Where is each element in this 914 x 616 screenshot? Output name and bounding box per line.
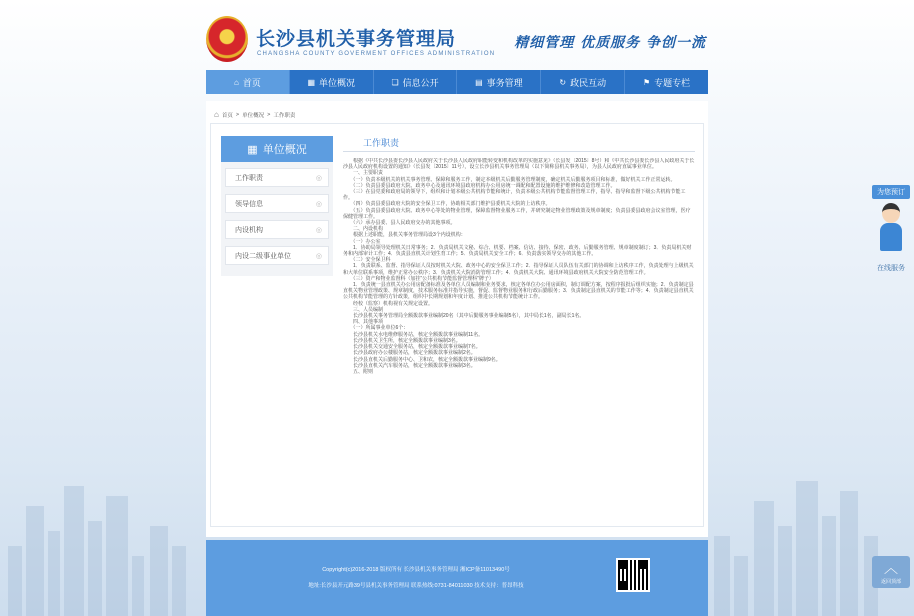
article-paragraph: 四、其他事项 (343, 319, 384, 326)
flag-icon: ⚑ (642, 77, 651, 87)
sidebar-menu (221, 162, 333, 276)
article-paragraph: （五）负责县委县政府大院、政务中心等处的物业管理，保障监督物业服务工作，并研究制定物业管理政策及规章制度；负责县委县政府会议室管理，医疗保健管理工作。 (343, 207, 691, 220)
sidebar-item-label: 内设二级事业单位 (235, 252, 291, 260)
article-paragraph: 长沙县直机关后勤服务中心、卫和农，核定全额拨款事业编制9名。 (343, 356, 501, 363)
breadcrumb-separator: > (267, 111, 271, 118)
article-paragraph: 长沙县直机关汽车服务站，核定全额拨款事业编制3名。 (343, 362, 476, 369)
breadcrumb-level1[interactable]: 单位概况 (242, 112, 265, 119)
article-paragraph: （一）负责本级机关的机关事务管理、保障和服务工作，制定本级机关后勤服务管理制度，确定机关后勤服务项目和标准，做好机关工作正常运转。 (343, 176, 676, 183)
chevron-right-icon: ◎ (315, 226, 322, 234)
home-icon: ⌂ (233, 77, 239, 87)
page-title: 工作职责 (343, 136, 695, 152)
sidebar-item-duties[interactable] (225, 168, 329, 187)
chevron-right-icon: ◎ (315, 252, 322, 260)
sidebar-item-label: 内设机构 (235, 226, 263, 234)
article-paragraph: （四）负责县委县政府大院的安全保卫工作，协助相关部门维护县委机关大院的上访秩序。 (343, 201, 551, 208)
nav-item-label: 首页 (242, 77, 261, 88)
article-paragraph: 1．协助局领导处理机关日常事务；2．负责局机关文秘、综合、机要、档案、信访、接待、保密、政务、后勤服务管理、规章制度制订；3．负责局机关财务和内部审计工作；4．负责县直机关计划生育工作；5．负责局机关安全工作；6．负责落实领导交办的其他工作。 (343, 244, 692, 258)
article-paragraph: 三、人员编制 (343, 306, 384, 313)
sidebar (221, 136, 333, 276)
article-paragraph: （一）所属事业单位6个： (343, 325, 409, 332)
article-paragraph: 一、主要职责 (343, 170, 384, 177)
qr-code (616, 558, 650, 592)
article-paragraph: 1．负责统一县直机关办公用房配备标准及各单位人员编制和业务要求，核定各单位办公用房面积，制订调配方案，按程序报批后组织实施；2．负责制定县直机关物业管理政策、规章制度，技术服务标准并指导实施，督促、监督物业服务和行政后勤服务；3．负责制定县直机关的节能工作等；4．负责制定县直机关公共机构节能管理的方针政策，组织中长期规划和年度计划、推进公共机构节能统计工作。 (343, 282, 694, 301)
sidebar-header (221, 136, 333, 162)
article-paragraph: （三）在县党委和政府局的领导下，组织和计划本级公共机构节能和统计，负责本级公共机构节能监督管理工作，指导、指导和监督下级公共机构节能工作。 (343, 189, 686, 202)
back-to-top-button[interactable] (872, 556, 910, 588)
nav-item-label: 单位概况 (319, 77, 356, 88)
online-service-widget[interactable] (868, 185, 914, 275)
refresh-icon: ↻ (559, 77, 567, 87)
back-to-top-label: 返回顶部 (880, 579, 901, 585)
article-paragraph: 根据《中共长沙县委长沙县人民政府关于长沙县人民政府职能转变和机构改革的实施意见》（长县发〔2015〕8号）和《中共长沙县委长沙县人民政府关于长沙县人民政府机构设置的通知》（长县发〔2015〕11号），设立长沙县机关事务管理局（以下简称县机关事务局），为县人民政府直属事业单位。 (343, 158, 695, 171)
nav-item-label: 信息公开 (402, 77, 439, 88)
slogan: 精细管理 优质服务 争创一流 (514, 35, 706, 51)
article-paragraph: （二）负责县委县政府大院、政务中心及通讯环境县政府机构办公用房统一调配和配置设施的维护维修和改造管理工作。 (343, 182, 616, 189)
article-paragraph: （一）办公室 (343, 238, 381, 245)
breadcrumb-current: 工作职责 (273, 112, 296, 119)
sidebar-title: 单位概况 (262, 144, 307, 156)
national-emblem-logo (206, 16, 248, 62)
main-nav (206, 70, 708, 94)
article-paragraph: 二、内设机构 (343, 226, 384, 233)
calendar-icon: ▦ (307, 77, 316, 87)
sidebar-item-sub-units[interactable] (225, 246, 329, 265)
sidebar-item-leaders[interactable] (225, 194, 329, 213)
article-paragraph: 长沙县机关事务管理局全额拨款事业编制20名（其中后勤服务事业编制5名），其中局长1名，副局长1名。 (343, 313, 585, 320)
article-paragraph: 长沙县机关交通安全服务站，核定全额拨款事业编制7名。 (343, 344, 481, 351)
chevron-right-icon: ◎ (315, 200, 322, 208)
sidebar-item-label: 领导信息 (235, 200, 263, 208)
background-city-left (0, 466, 210, 616)
site-subtitle: CHANGSHA COUNTY GOVERMENT OFFICES ADMINISTRATION (257, 51, 496, 57)
site-header (206, 14, 708, 70)
article-paragraph: 长沙县机关水电维修服务站，核定全额拨款事业编制11名。 (343, 331, 484, 338)
article-paragraph: （三）资产和物业监督科（加挂“公共机构节能监督管理科”牌子） (343, 275, 494, 282)
online-service-label[interactable]: 在线服务 (877, 265, 905, 272)
site-footer (206, 540, 708, 616)
chevron-right-icon: ◎ (315, 174, 322, 182)
main-content (343, 136, 695, 522)
article-paragraph: 1．负责联系、监督、指导保证人员按时机关大院、政务中心的安全保卫工作；2．指导保证人员队伍有关部门的协调和上访秩序工作，负责处理与上级机关和大单位联系事项，维护正常办公秩序；3．负责机关大院消防管理工作；4．负责机关大院、通讯环境县政府机关大院安全防范管理工作。 (343, 263, 694, 276)
nav-item-label: 政民互动 (570, 77, 607, 88)
article-body (343, 158, 695, 520)
chat-tag[interactable]: 为您预订 (872, 185, 910, 199)
article-paragraph: 五、附则 (343, 368, 374, 375)
grid-icon: ▤ (475, 77, 483, 87)
article-paragraph: 长沙县政府办公楼服务站，核定全额拨款事业编制2名。 (343, 350, 476, 357)
footer-address: 地址:长沙县开元路39号县机关事务管理局 联系热线:0731-84011030 技术支持：普昂科技 (308, 583, 524, 589)
article-paragraph: （二）安全保卫科 (343, 257, 391, 264)
breadcrumb-separator: > (235, 111, 240, 118)
customer-service-agent-icon (878, 203, 904, 257)
book-icon: ❏ (391, 77, 399, 87)
breadcrumb-home[interactable]: 首页 (221, 112, 233, 119)
breadcrumb (214, 110, 295, 119)
article-paragraph: 根据上述职能，县机关事务管理局设3个内设机构： (343, 232, 466, 239)
background-city-right (704, 466, 914, 616)
article-paragraph: （六）承办县委、县人民政府交办的其他事项。 (343, 220, 456, 227)
nav-item-special-topics[interactable] (625, 70, 708, 94)
chevron-up-icon: ︿ (884, 560, 898, 576)
footer-copyright: Copyright(c)2016-2018 版权所有 长沙县机关事务管理局 湘ICP备11013490号 (322, 567, 510, 573)
sidebar-item-departments[interactable] (225, 220, 329, 239)
nav-item-affairs[interactable] (457, 70, 541, 94)
content-frame (210, 123, 704, 527)
nav-item-home[interactable] (206, 70, 290, 94)
home-icon: ⌂ (214, 110, 219, 119)
nav-item-info-disclosure[interactable] (374, 70, 458, 94)
article-paragraph: 经校（监察）机构视有关规定设置。 (343, 300, 434, 307)
site-title[interactable]: 长沙县机关事务管理局 (256, 29, 457, 50)
nav-item-overview[interactable] (290, 70, 374, 94)
nav-item-label: 事务管理 (486, 77, 523, 88)
nav-item-interaction[interactable] (541, 70, 625, 94)
article-paragraph: 长沙县机关卫生所，核定全额拨款事业编制3名。 (343, 337, 461, 344)
content-panel (206, 101, 708, 537)
grid-icon: ▦ (247, 143, 258, 156)
sidebar-item-label: 工作职责 (235, 174, 263, 182)
nav-item-label: 专题专栏 (654, 77, 691, 88)
